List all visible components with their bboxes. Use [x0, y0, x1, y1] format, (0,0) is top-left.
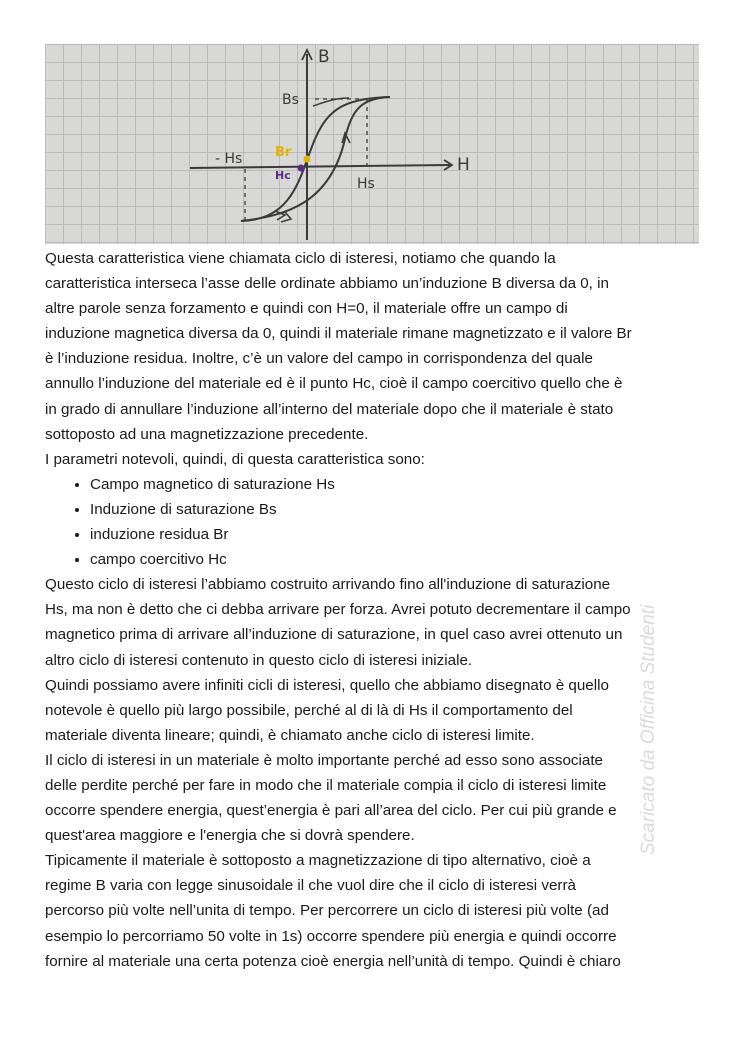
text-line: Il ciclo di isteresi in un materiale è molto importante perché ad esso sono associate	[45, 751, 603, 769]
text-line: induzione magnetica diversa da 0, quindi il materiale rimane magnetizzato e il valore Br	[45, 325, 632, 343]
text-line: Hs, ma non è detto che ci debba arrivare per forza. Avrei potuto decrementare il campo	[45, 601, 631, 619]
text-line: altre parole senza forzamento e quindi con H=0, il materiale offre un campo di	[45, 300, 568, 318]
text-line: Tipicamente il materiale è sottoposto a magnetizzazione di tipo alternativo, cioè a	[45, 852, 591, 870]
text-line: annullo l’induzione del materiale ed è il punto Hc, cioè il campo coercitivo quello che è	[45, 375, 623, 393]
text-line: è l’induzione residua. Inoltre, c’è un valore del campo in corrispondenza del quale	[45, 350, 593, 368]
text-line: altro ciclo di isteresi contenuto in questo ciclo di isteresi iniziale.	[45, 651, 473, 669]
list-item: • Campo magnetico di saturazione Hs	[90, 472, 705, 497]
list-item: • Induzione di saturazione Bs	[90, 497, 705, 522]
text-line: Questo ciclo di isteresi l’abbiamo costruito arrivando fino all'induzione di saturazione	[45, 576, 611, 594]
neg-hs-label: - Hs	[215, 151, 243, 167]
parameters-list	[45, 472, 705, 572]
hs-label: Hs	[357, 176, 375, 192]
text-line: occorre spendere energia, quest’energia è pari all’area del ciclo. Per cui più grande e	[45, 802, 617, 820]
bs-label: Bs	[282, 92, 299, 108]
text-line: regime B varia con legge sinusoidale il che vuol dire che il ciclo di isteresi verrà	[45, 877, 576, 895]
text-line: Questa caratteristica viene chiamata ciclo di isteresi, notiamo che quando la	[45, 250, 556, 267]
hc-point	[298, 165, 305, 172]
text-line: magnetico prima di arrivare all’induzione di saturazione, in quel caso avrei ottenuto un	[45, 626, 623, 644]
list-item: • campo coercitivo Hc	[90, 547, 705, 572]
text-line: delle perdite perché per fare in modo che il materiale compia il ciclo di isteresi limite	[45, 776, 607, 794]
hc-label: Hc	[275, 169, 291, 182]
text-line: Quindi possiamo avere infiniti cicli di isteresi, quello che abbiamo disegnato è quello	[45, 676, 609, 694]
text-line: materiale diventa lineare; quindi, è chiamato anche ciclo di isteresi limite.	[45, 726, 535, 744]
text-line: notevole è quello più largo possibile, perché al di là di Hs il comportamento del	[45, 701, 573, 719]
list-item: • induzione residua Br	[90, 522, 705, 547]
watermark: Scaricato da Officina Studenti	[638, 604, 659, 855]
text-line: quest'area maggiore e l'energia che si dovrà spendere.	[45, 827, 415, 845]
text-line: caratteristica interseca l’asse delle ordinate abbiamo un’induzione B diversa da 0, in	[45, 275, 609, 293]
text-line: fornire al materiale una certa potenza cioè energia nell’unità di tempo. Quindi è chiaro	[45, 952, 621, 970]
text-line: esempio lo percorriamo 50 volte in 1s) occorre spendere più energia e quindi occorre	[45, 927, 617, 945]
b-axis-label: B	[318, 47, 330, 67]
text-line: in grado di annullare l’induzione all’interno del materiale dopo che il materiale è stato	[45, 400, 614, 418]
h-axis-label: H	[457, 155, 470, 175]
text-line: I parametri notevoli, quindi, di questa caratteristica sono:	[45, 450, 425, 468]
hysteresis-sketch	[45, 44, 699, 244]
document-body	[45, 246, 705, 974]
br-point	[304, 156, 311, 163]
text-line: percorso più volte nell’unita di tempo. Per percorrere un ciclo di isteresi più volte (ad	[45, 902, 609, 920]
br-label: Br	[275, 145, 292, 160]
text-line: sottoposto ad una magnetizzazione precedente.	[45, 425, 369, 443]
hysteresis-figure-photo	[45, 44, 699, 244]
